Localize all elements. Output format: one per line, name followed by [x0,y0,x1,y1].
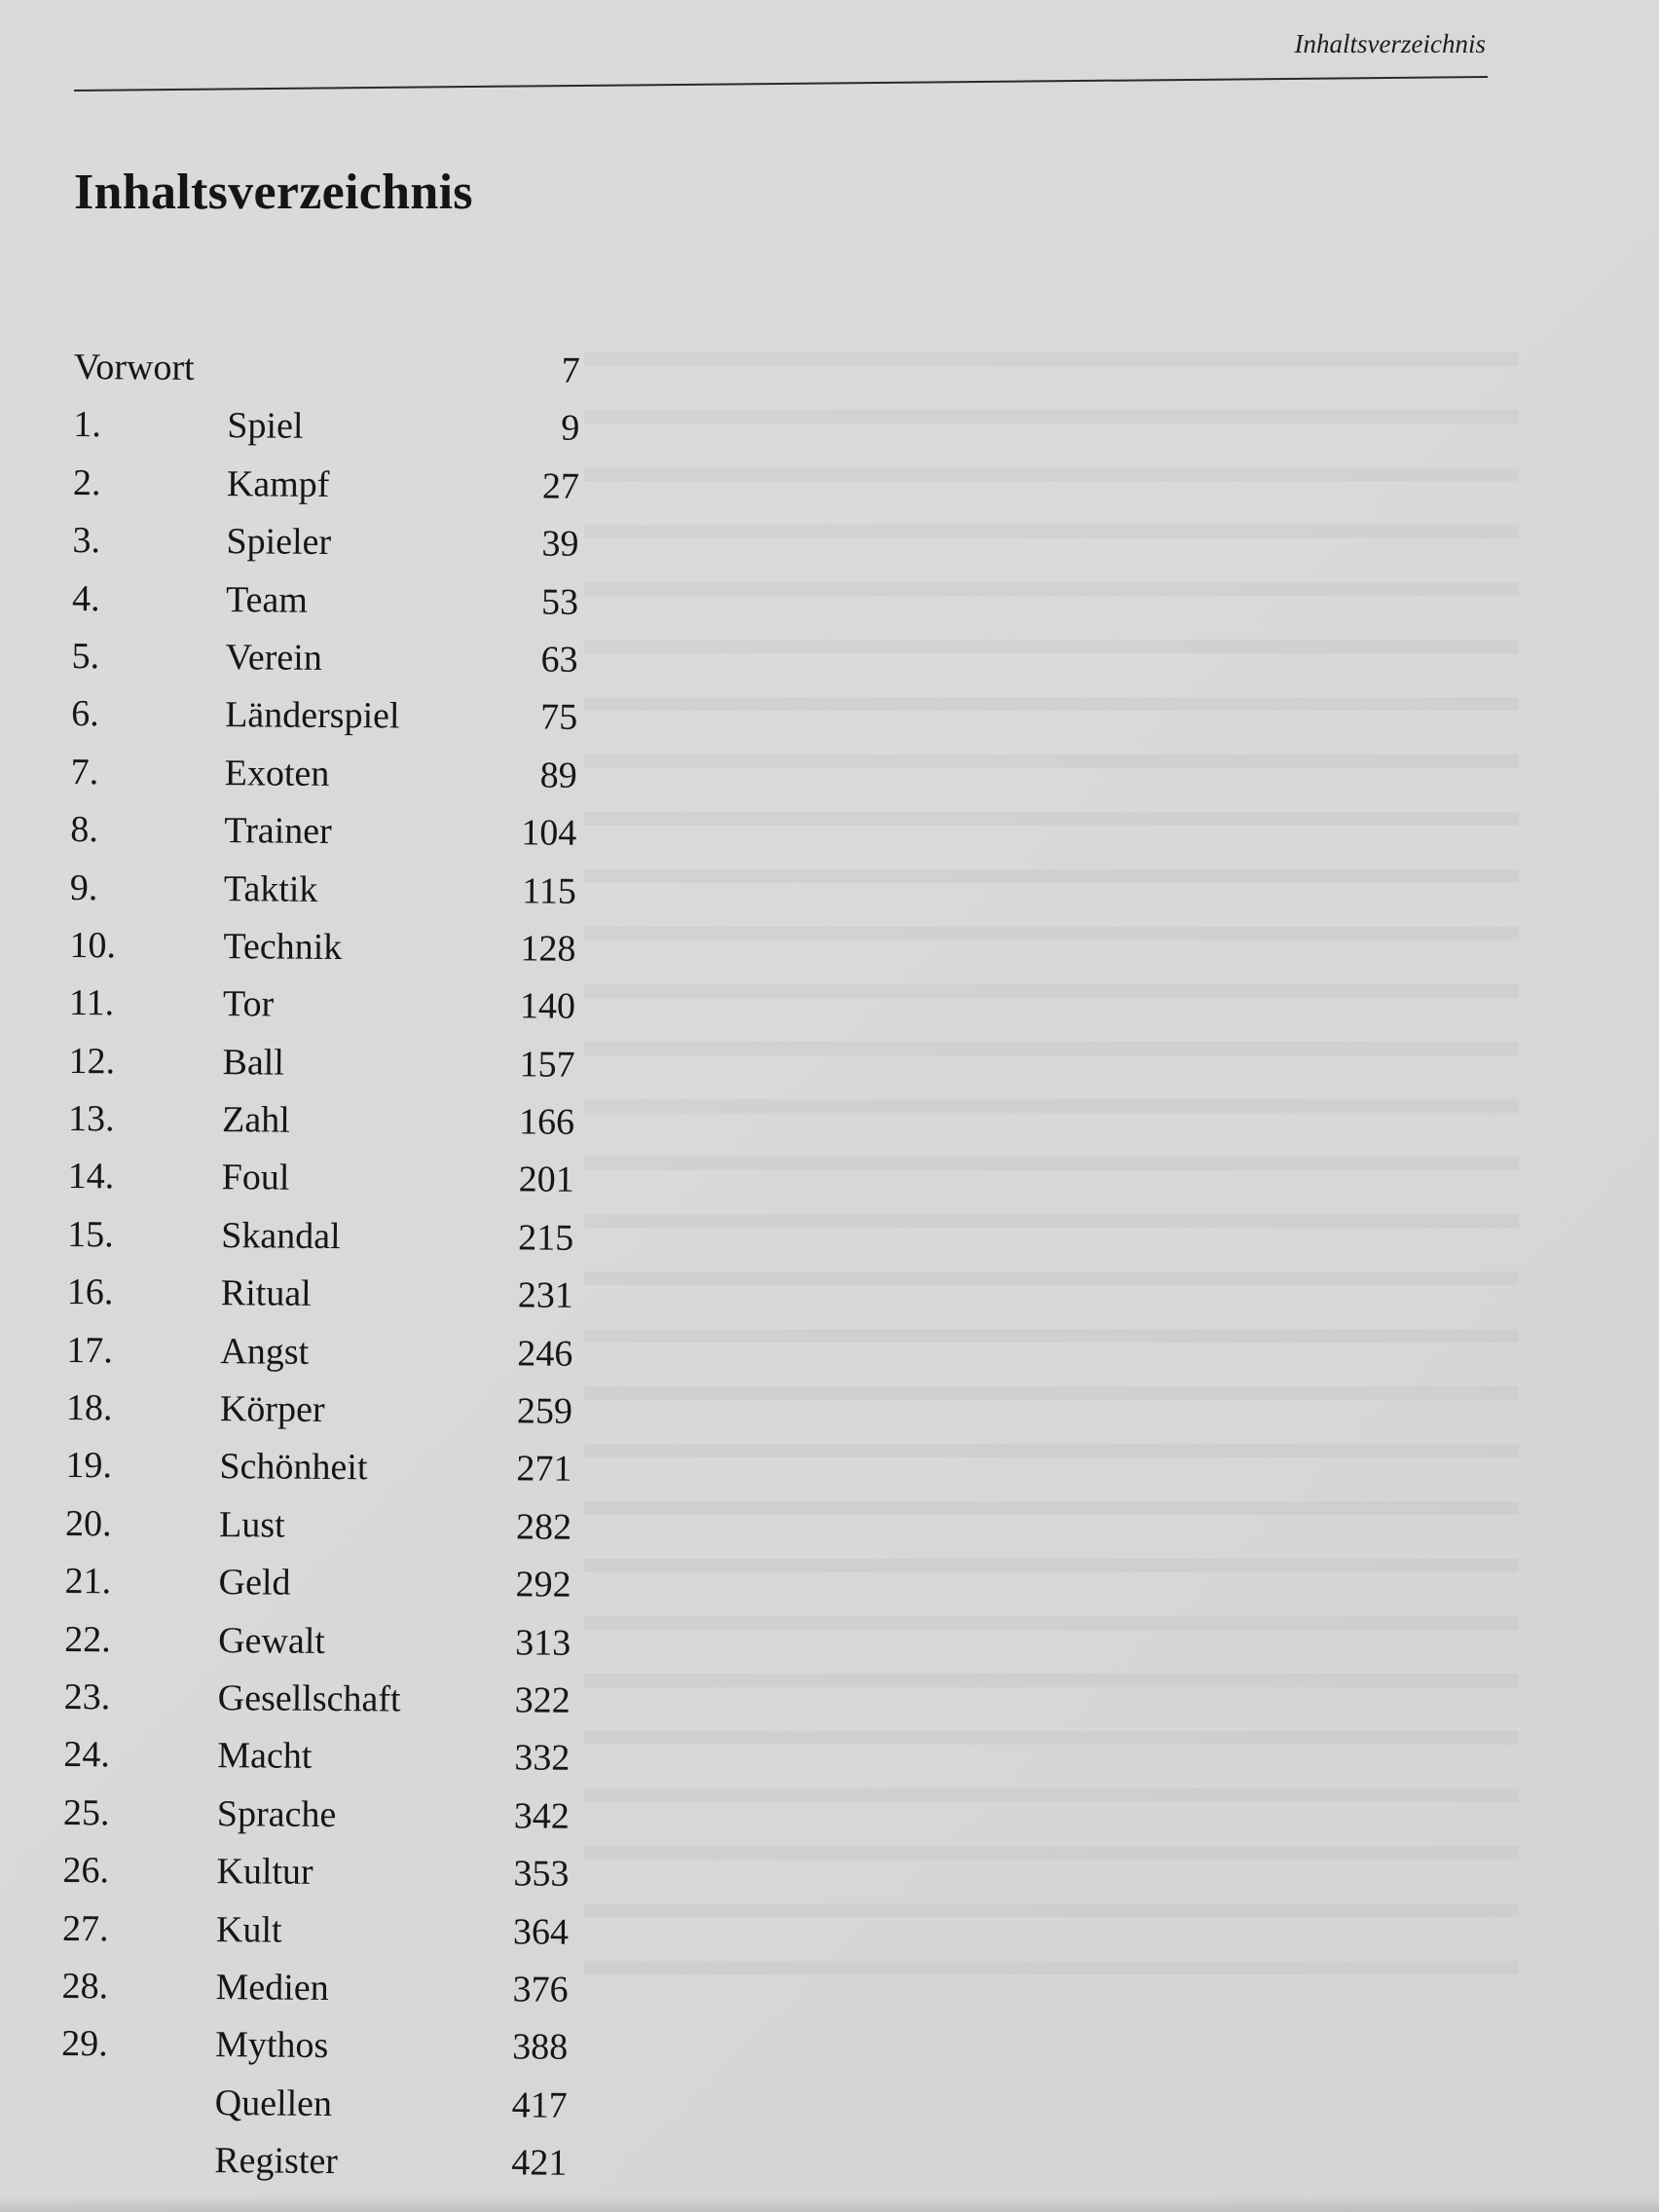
running-head: Inhaltsverzeichnis [1294,29,1486,58]
toc-chapter-number: 2. [72,461,101,503]
toc-entry [72,571,578,632]
toc-chapter-number: 16. [66,1272,114,1313]
toc-page-number: 115 [522,869,577,912]
toc-chapter-title: Kult [215,1908,282,1951]
toc-entry [68,1090,574,1152]
toc-entry [71,685,577,747]
toc-chapter-number: 19. [65,1445,113,1487]
toc-chapter-title: Team [225,578,309,621]
toc-entry [65,1495,571,1557]
toc-chapter-title: Medien [215,1967,329,2009]
toc-entry [63,1726,570,1788]
toc-chapter-title: Technik [223,926,343,968]
toc-chapter-title: Verein [225,637,322,679]
toc-entry [64,1553,571,1614]
toc-chapter-title: Kultur [216,1851,313,1893]
toc-chapter-number: 17. [66,1329,114,1371]
toc-chapter-title: Lust [218,1503,285,1546]
toc-chapter-title: Gesellschaft [217,1677,401,1720]
toc-entry [68,1033,574,1094]
toc-chapter-title: Spieler [226,521,332,564]
toc-chapter-number: 13. [67,1098,115,1140]
toc-entry [60,2131,567,2193]
toc-chapter-number: 28. [61,1965,109,2008]
toc-entry [67,1264,573,1325]
toc-page-number: 282 [515,1506,572,1548]
toc-chapter-title: Schönheit [219,1446,368,1489]
toc-chapter-number: 12. [68,1040,116,1083]
toc-chapter-title: Sprache [216,1792,337,1835]
toc-chapter-title: Skandal [221,1214,341,1257]
toc-entry [73,396,579,458]
toc-chapter-title: Foul [221,1157,290,1199]
toc-chapter-title: Exoten [224,752,330,794]
toc-entry [61,1958,568,2019]
toc-page-number: 201 [518,1159,574,1201]
toc-page-number: 246 [517,1333,573,1375]
toc-chapter-number: 26. [62,1850,110,1892]
toc-chapter-number: 8. [70,809,98,851]
toc-entry [62,1842,569,1903]
toc-chapter-number: 4. [71,577,100,619]
toc-page-number: 313 [515,1621,571,1664]
toc-entry [61,2015,568,2077]
toc-entry [73,455,579,516]
toc-entry [71,744,577,805]
toc-chapter-title: Spiel [227,405,304,448]
toc-entry [61,2074,568,2135]
toc-page-number: 63 [540,639,578,681]
toc-chapter-number: 29. [61,2023,108,2065]
toc-chapter-title: Gewalt [218,1619,326,1662]
toc-chapter-title: Körper [219,1388,325,1430]
toc-chapter-number: 1. [73,404,102,446]
toc-page-number: 89 [539,755,577,796]
toc-chapter-number: 9. [69,866,98,908]
toc-page-number: 388 [511,2026,569,2069]
toc-chapter-number: 6. [71,693,99,735]
toc-page-number: 104 [521,812,577,854]
toc-page-number: 271 [516,1448,572,1491]
toc-page-number: 215 [518,1217,574,1259]
toc-page-number: 364 [512,1910,570,1953]
toc-entry [63,1785,570,1846]
toc-page-number: 7 [561,350,580,391]
toc-chapter-title: Taktik [223,867,318,910]
toc-chapter-number: 3. [72,520,101,562]
toc-chapter-number: 11. [68,982,115,1024]
toc-chapter-title: Trainer [224,810,332,853]
toc-chapter-title: Länderspiel [225,694,400,737]
toc-page-number: 9 [561,408,580,450]
toc-entry [69,917,575,978]
toc-page-number: 166 [518,1101,575,1143]
toc-entry [72,512,578,573]
toc-chapter-title: Quellen [214,2082,333,2124]
toc-chapter-title: Ball [222,1041,285,1084]
toc-chapter-number: 25. [62,1791,110,1834]
toc-chapter-number: 15. [67,1213,114,1256]
toc-chapter-number: 10. [69,924,117,967]
toc-entry [67,1206,573,1268]
toc-chapter-number: 27. [61,1907,109,1949]
header-rule [74,76,1488,92]
toc-page-number: 157 [519,1044,575,1086]
toc-page-number: 27 [541,465,580,507]
toc-entry [71,628,577,689]
toc-chapter-title: Tor [222,983,275,1025]
toc-chapter-title: Mythos [215,2024,329,2067]
toc-chapter-title: Zahl [221,1099,290,1141]
table-of-contents [60,339,580,2193]
toc-entry [69,975,575,1036]
toc-entry [66,1380,572,1441]
toc-chapter-number: 21. [64,1561,112,1603]
toc-page-number: 231 [517,1274,573,1317]
toc-chapter-title: Register [214,2140,339,2183]
toc-chapter-number: 5. [71,635,100,678]
toc-chapter-title: Macht [217,1735,313,1778]
page-title: Inhaltsverzeichnis [74,165,473,220]
toc-page-number: 332 [514,1737,571,1780]
toc-chapter-title: Ritual [220,1272,312,1315]
toc-entry [67,1148,573,1209]
toc-chapter-number: 23. [63,1676,111,1718]
toc-chapter-number: 20. [64,1502,112,1545]
toc-page-number: 53 [540,581,579,623]
toc-chapter-title: Geld [218,1562,291,1604]
toc-entry [66,1322,572,1383]
toc-page-number: 322 [514,1679,571,1721]
toc-page-number: 259 [516,1390,573,1432]
page-bottom-edge [0,2196,1659,2212]
toc-entry [74,339,580,400]
toc-page-number: 342 [513,1795,571,1837]
show-through-text [584,331,1519,2006]
toc-page-number: 140 [519,985,576,1028]
toc-page-number: 128 [520,928,576,970]
toc-page-number: 39 [541,523,579,565]
toc-entry [65,1437,571,1498]
toc-chapter-title: Kampf [226,462,330,505]
toc-chapter-number: 22. [64,1618,111,1660]
toc-chapter-number: 24. [63,1734,110,1776]
toc-entry [64,1611,571,1673]
toc-page-number: 353 [513,1853,570,1895]
toc-entry [70,860,576,921]
toc-chapter-title: Angst [220,1330,310,1373]
toc-page-number: 417 [511,2084,568,2126]
toc-chapter-number: 7. [70,751,99,793]
toc-page-number: 376 [512,1969,569,2010]
toc-chapter-number: 14. [67,1156,115,1198]
toc-entry [62,1900,569,1962]
toc-chapter-number: 18. [65,1387,113,1429]
toc-page-number: 292 [515,1564,571,1605]
toc-page-number: 421 [511,2142,568,2184]
toc-entry [70,801,576,863]
toc-chapter-title: Vorwort [73,346,195,388]
toc-entry [64,1669,571,1730]
toc-page-number: 75 [540,696,578,739]
